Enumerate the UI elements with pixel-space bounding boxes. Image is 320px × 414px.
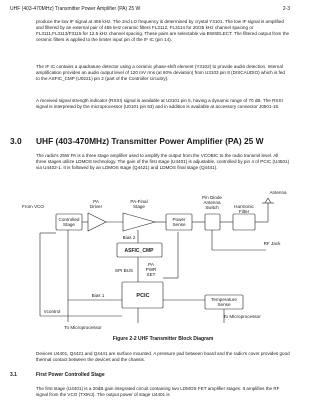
- pa-final-label: PA-Final: [130, 199, 148, 204]
- header-title: UHF (403-470MHz) Transmitter Power Amplifier (PA) 25 W: [10, 6, 141, 12]
- pa-final-label-2: Stage: [132, 204, 146, 209]
- pa-driver-label-2: Driver: [89, 204, 103, 209]
- subsection-heading: [10, 372, 105, 378]
- section-number: 3.0: [10, 136, 22, 146]
- pin-diode-label-3: Switch: [205, 205, 219, 210]
- paragraph-3: A received signal strength indicator (RSSI) signal is available at U3101 pin 5, having a dynamic range of 70 dB. The RSSI signal is interpreted by the microprocessor (U0101 pin 63) and in addition is available at accessory connector J0501-15.: [36, 98, 283, 110]
- page-number: 2-3: [282, 6, 290, 12]
- subsection-title: First Power Controlled Stage: [36, 372, 105, 378]
- controlled-stage-label-2: Stage: [62, 222, 76, 227]
- harmonic-filter-label-2: Filter: [238, 209, 250, 214]
- pin-diode-label-2: Antenna: [203, 200, 221, 205]
- power-sense-label-2: Sense: [172, 222, 186, 227]
- bias1-label: Bias 1: [91, 293, 105, 298]
- rf-jack-label: RF Jack: [263, 241, 281, 246]
- bias2-label: Bias 2: [122, 235, 136, 240]
- temperature-sense-label-2: Sense: [217, 302, 231, 307]
- figure-caption: Figure 2-2 UHF Transmitter Block Diagram: [112, 336, 214, 342]
- to-microprocessor-label-2: To Microprocessor: [223, 314, 261, 319]
- harmonic-filter-label: Harmonic: [234, 204, 254, 209]
- subsection-number: 3.1: [10, 372, 17, 378]
- power-sense-label: Power: [172, 217, 186, 222]
- paragraph-1: produce the low IF signal at 455 kHz. The 2nd LO frequency is determined by crystal Y3101. The low IF signal is amplified and filtered by an external pair of 455 kHz ceramic filters FL3112, FL3114 for 20/25 kHz channel spacing or FL3111,FL3113/F3115 for 12.5 kHz channel spacing. These pairs are selectable via BWSELECT. The filtered output from the ceramic filters is applied to the limiter input pin of the IF IC (pin 14).: [36, 19, 290, 43]
- paragraph-2: The IF IC contains a quadrature detector using a ceramic phase-shift element (Y3102) to provide audio detection. Internal amplification provides an audio output level of 120 mV rms (at 60% deviation) from U3103 pin 8 (DISCAUDIO) which is fed to the ASFIC_CMP (U0221) pin 2 (part of the Controller circuitry).: [36, 64, 285, 82]
- to-microprocessor-label: To Microprocessor: [64, 325, 102, 330]
- controlled-stage-label: Controlled: [58, 217, 80, 222]
- pa-driver-label: PA: [93, 199, 99, 204]
- paragraph-5: Devices U4401, Q4421 and Q4441 are surface mounted. A pressure pad between board and the radio's cover provides good thermal contact between the devices and the chassis.: [36, 351, 290, 363]
- temperature-sense-label: Temperature: [211, 297, 237, 302]
- asfic-label: ASFIC_CMP: [124, 248, 154, 254]
- spi-bus-label: SPI BUS: [114, 268, 134, 273]
- pa-pwr-set-label-2: PWR: [145, 267, 157, 272]
- paragraph-6: The first stage (U4401) is a 20dB gain integrated circuit containing two LDMOS FET amplifier stages. It amplifies the RF signal from the VCO (TXINJ). The output power of stage U4401 is: [36, 386, 280, 398]
- section-title: UHF (403-470MHz) Transmitter Power Amplifier (PA) 25 W: [36, 136, 264, 146]
- pin-diode-label: Pin Diode: [202, 195, 222, 200]
- pa-pwr-set-label: PA: [148, 262, 154, 267]
- pcic-label: PCIC: [136, 293, 150, 299]
- pa-pwr-set-label-3: SET: [146, 272, 156, 277]
- from-vco-label: From VCO: [22, 204, 44, 209]
- paragraph-4: The radio's 25W PA is a three stage amplifier used to amplify the output from the VCOBIC to the radio transmit level. All three stages utilize LDMOS technology. The gain of the first stage (U4401) is adjustable, controlled by pin 4 of PCIC (U4501) via U4402-1. It is followed by an LDMOS stage (Q4421) and LDMOS final stage (Q4441).: [36, 153, 290, 171]
- vcontrol-label: Vcontrol: [43, 309, 61, 314]
- antenna-label: Antenna: [269, 190, 287, 195]
